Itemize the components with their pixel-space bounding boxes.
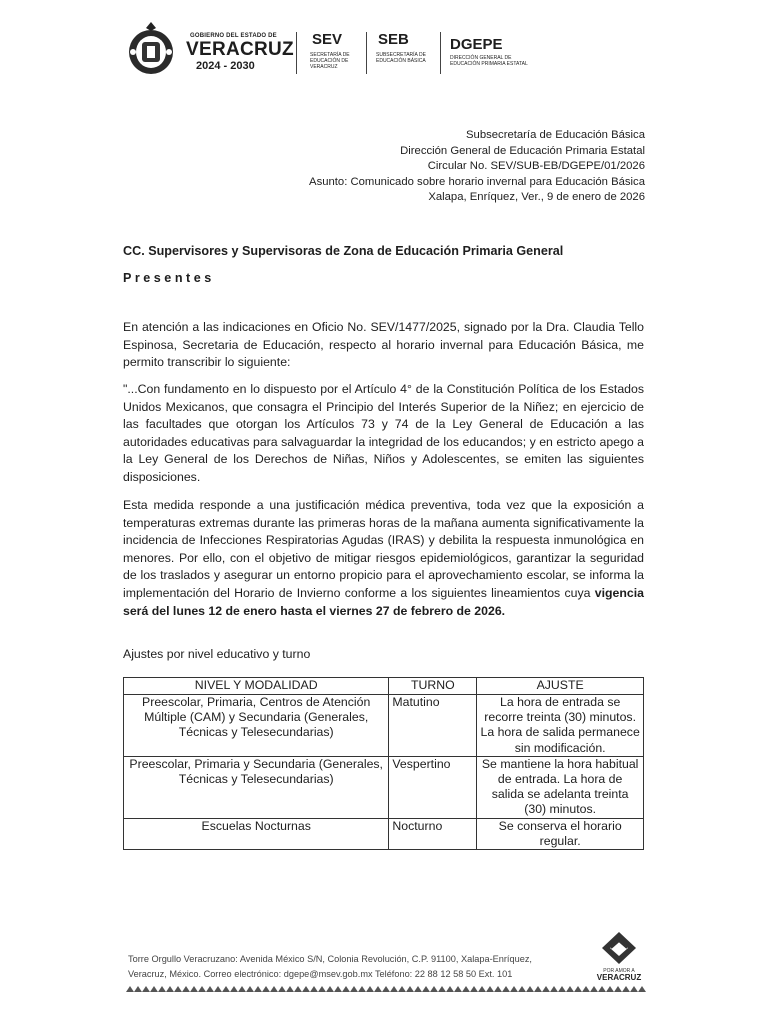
- emblem-top-text: POR AMOR A: [603, 968, 635, 974]
- header-divider: [440, 32, 441, 74]
- veracruz-seal-logo: [124, 20, 178, 76]
- seb-abbr: SEB: [378, 31, 409, 48]
- schedule-table: [123, 677, 644, 850]
- footer-address: Torre Orgullo Veracruzano: Avenida México S/N, Colonia Revolución, C.P. 91100, Xalapa-Enríquez,: [128, 954, 532, 964]
- table-row: [124, 818, 644, 849]
- header-divider: [296, 32, 297, 74]
- table-row: [124, 695, 644, 757]
- cell-ajuste: Se conserva el horario regular.: [477, 818, 644, 849]
- table-header-row: [124, 678, 644, 695]
- cell-ajuste: Se mantiene la hora habitual de entrada. La hora de salida se adelanta treinta (30) minutos.: [477, 756, 644, 818]
- reference-subsecretaria: Subsecretaría de Educación Básica: [466, 129, 645, 141]
- cell-nivel: Preescolar, Primaria, Centros de Atención Múltiple (CAM) y Secundaria (Generales, Técnicas y Telesecundarias): [124, 695, 389, 757]
- paragraph-3: [123, 497, 644, 620]
- cell-nivel: Preescolar, Primaria y Secundaria (Generales, Técnicas y Telesecundarias): [124, 756, 389, 818]
- reference-circular: Circular No. SEV/SUB-EB/DGEPE/01/2026: [427, 160, 645, 173]
- reference-date: Xalapa, Enríquez, Ver., 9 de enero de 2026: [428, 191, 645, 204]
- gobierno-label: GOBIERNO DEL ESTADO DE: [190, 33, 277, 39]
- dgepe-abbr: DGEPE: [450, 36, 503, 53]
- cell-turno: Nocturno: [389, 818, 477, 849]
- footer-contact: Veracruz, México. Correo electrónico: dgepe@msev.gob.mx Teléfono: 22 88 12 58 50 Ext. 101: [128, 969, 513, 979]
- cell-ajuste: La hora de entrada se recorre treinta (30) minutos. La hora de salida permanece sin modificación.: [477, 695, 644, 757]
- reference-block: [309, 128, 645, 206]
- footer-decorative-band: [126, 986, 646, 992]
- header-divider: [366, 32, 367, 74]
- cell-turno: Matutino: [389, 695, 477, 757]
- paragraph-3-validity: vigencia será del lunes 12 de enero hasta el viernes 27 de febrero de 2026.: [123, 585, 644, 618]
- paragraph-1: En atención a las indicaciones en Oficio No. SEV/1477/2025, signado por la Dra. Claudia Tello Espinosa, Secretaria de Educación, respecto al horario invernal para Educación Básica, me permito transcribir lo siguiente:: [123, 320, 644, 370]
- por-amor-a-veracruz-logo: [596, 930, 642, 982]
- reference-asunto: Asunto: Comunicado sobre horario invernal para Educación Básica: [309, 175, 645, 188]
- reference-direccion: Dirección General de Educación Primaria Estatal: [400, 144, 645, 157]
- emblem-bottom-text: VERACRUZ: [596, 973, 642, 982]
- recipient-line: CC. Supervisores y Supervisoras de Zona de Educación Primaria General: [123, 244, 564, 258]
- paragraph-2: "...Con fundamento en lo dispuesto por el Artículo 4° de la Constitución Política de los Estados Unidos Mexicanos, que consagra el Principio del Interés Superior de la Niñez; en ejercicio de las facultades que otorgan los Artículos 73 y 74 de la Ley General de Educación a las autoridades educativas para salvaguardar la integridad de los educandos; y en estricto apego a la Ley General de los Derechos de Niñas, Niños y Adolescentes, se emiten las siguientes disposiciones.: [123, 382, 644, 484]
- table-title: Ajustes por nivel educativo y turno: [123, 647, 311, 661]
- header-ajuste: AJUSTE: [477, 678, 644, 695]
- sev-name: SECRETARÍA DE EDUCACIÓN DE VERACRUZ: [310, 52, 350, 70]
- header-turno: TURNO: [389, 678, 477, 695]
- sev-abbr: SEV: [312, 31, 343, 48]
- cell-nivel: Escuelas Nocturnas: [124, 818, 389, 849]
- dgepe-name: DIRECCIÓN GENERAL DE EDUCACIÓN PRIMARIA ESTATAL: [450, 55, 528, 67]
- veracruz-wordmark: VERACRUZ: [186, 39, 294, 60]
- cell-turno: Vespertino: [389, 756, 477, 818]
- table-row: [124, 756, 644, 818]
- seb-name: SUBSECRETARÍA DE EDUCACIÓN BÁSICA: [376, 52, 426, 64]
- header-nivel: NIVEL Y MODALIDAD: [124, 678, 389, 695]
- presentes-line: Presentes: [123, 271, 215, 285]
- paragraph-3-text: Esta medida responde a una justificación médica preventiva, toda vez que la exposición a temperaturas extremas durante las primeras horas de la mañana aumenta significativamente la incidencia de Infecciones Respiratorias Agudas (IRAS) y debilita la respuesta inmunológica en menores. Por ello, con el objetivo de mitigar riesgos epidemiológicos, garantizar la seguridad de los traslados y asegurar un entorno propicio para el aprovechamiento escolar, se informa la implementación del Horario de Invierno conforme a los siguientes lineamientos cuya: [123, 498, 644, 600]
- government-period: 2024 - 2030: [196, 60, 255, 72]
